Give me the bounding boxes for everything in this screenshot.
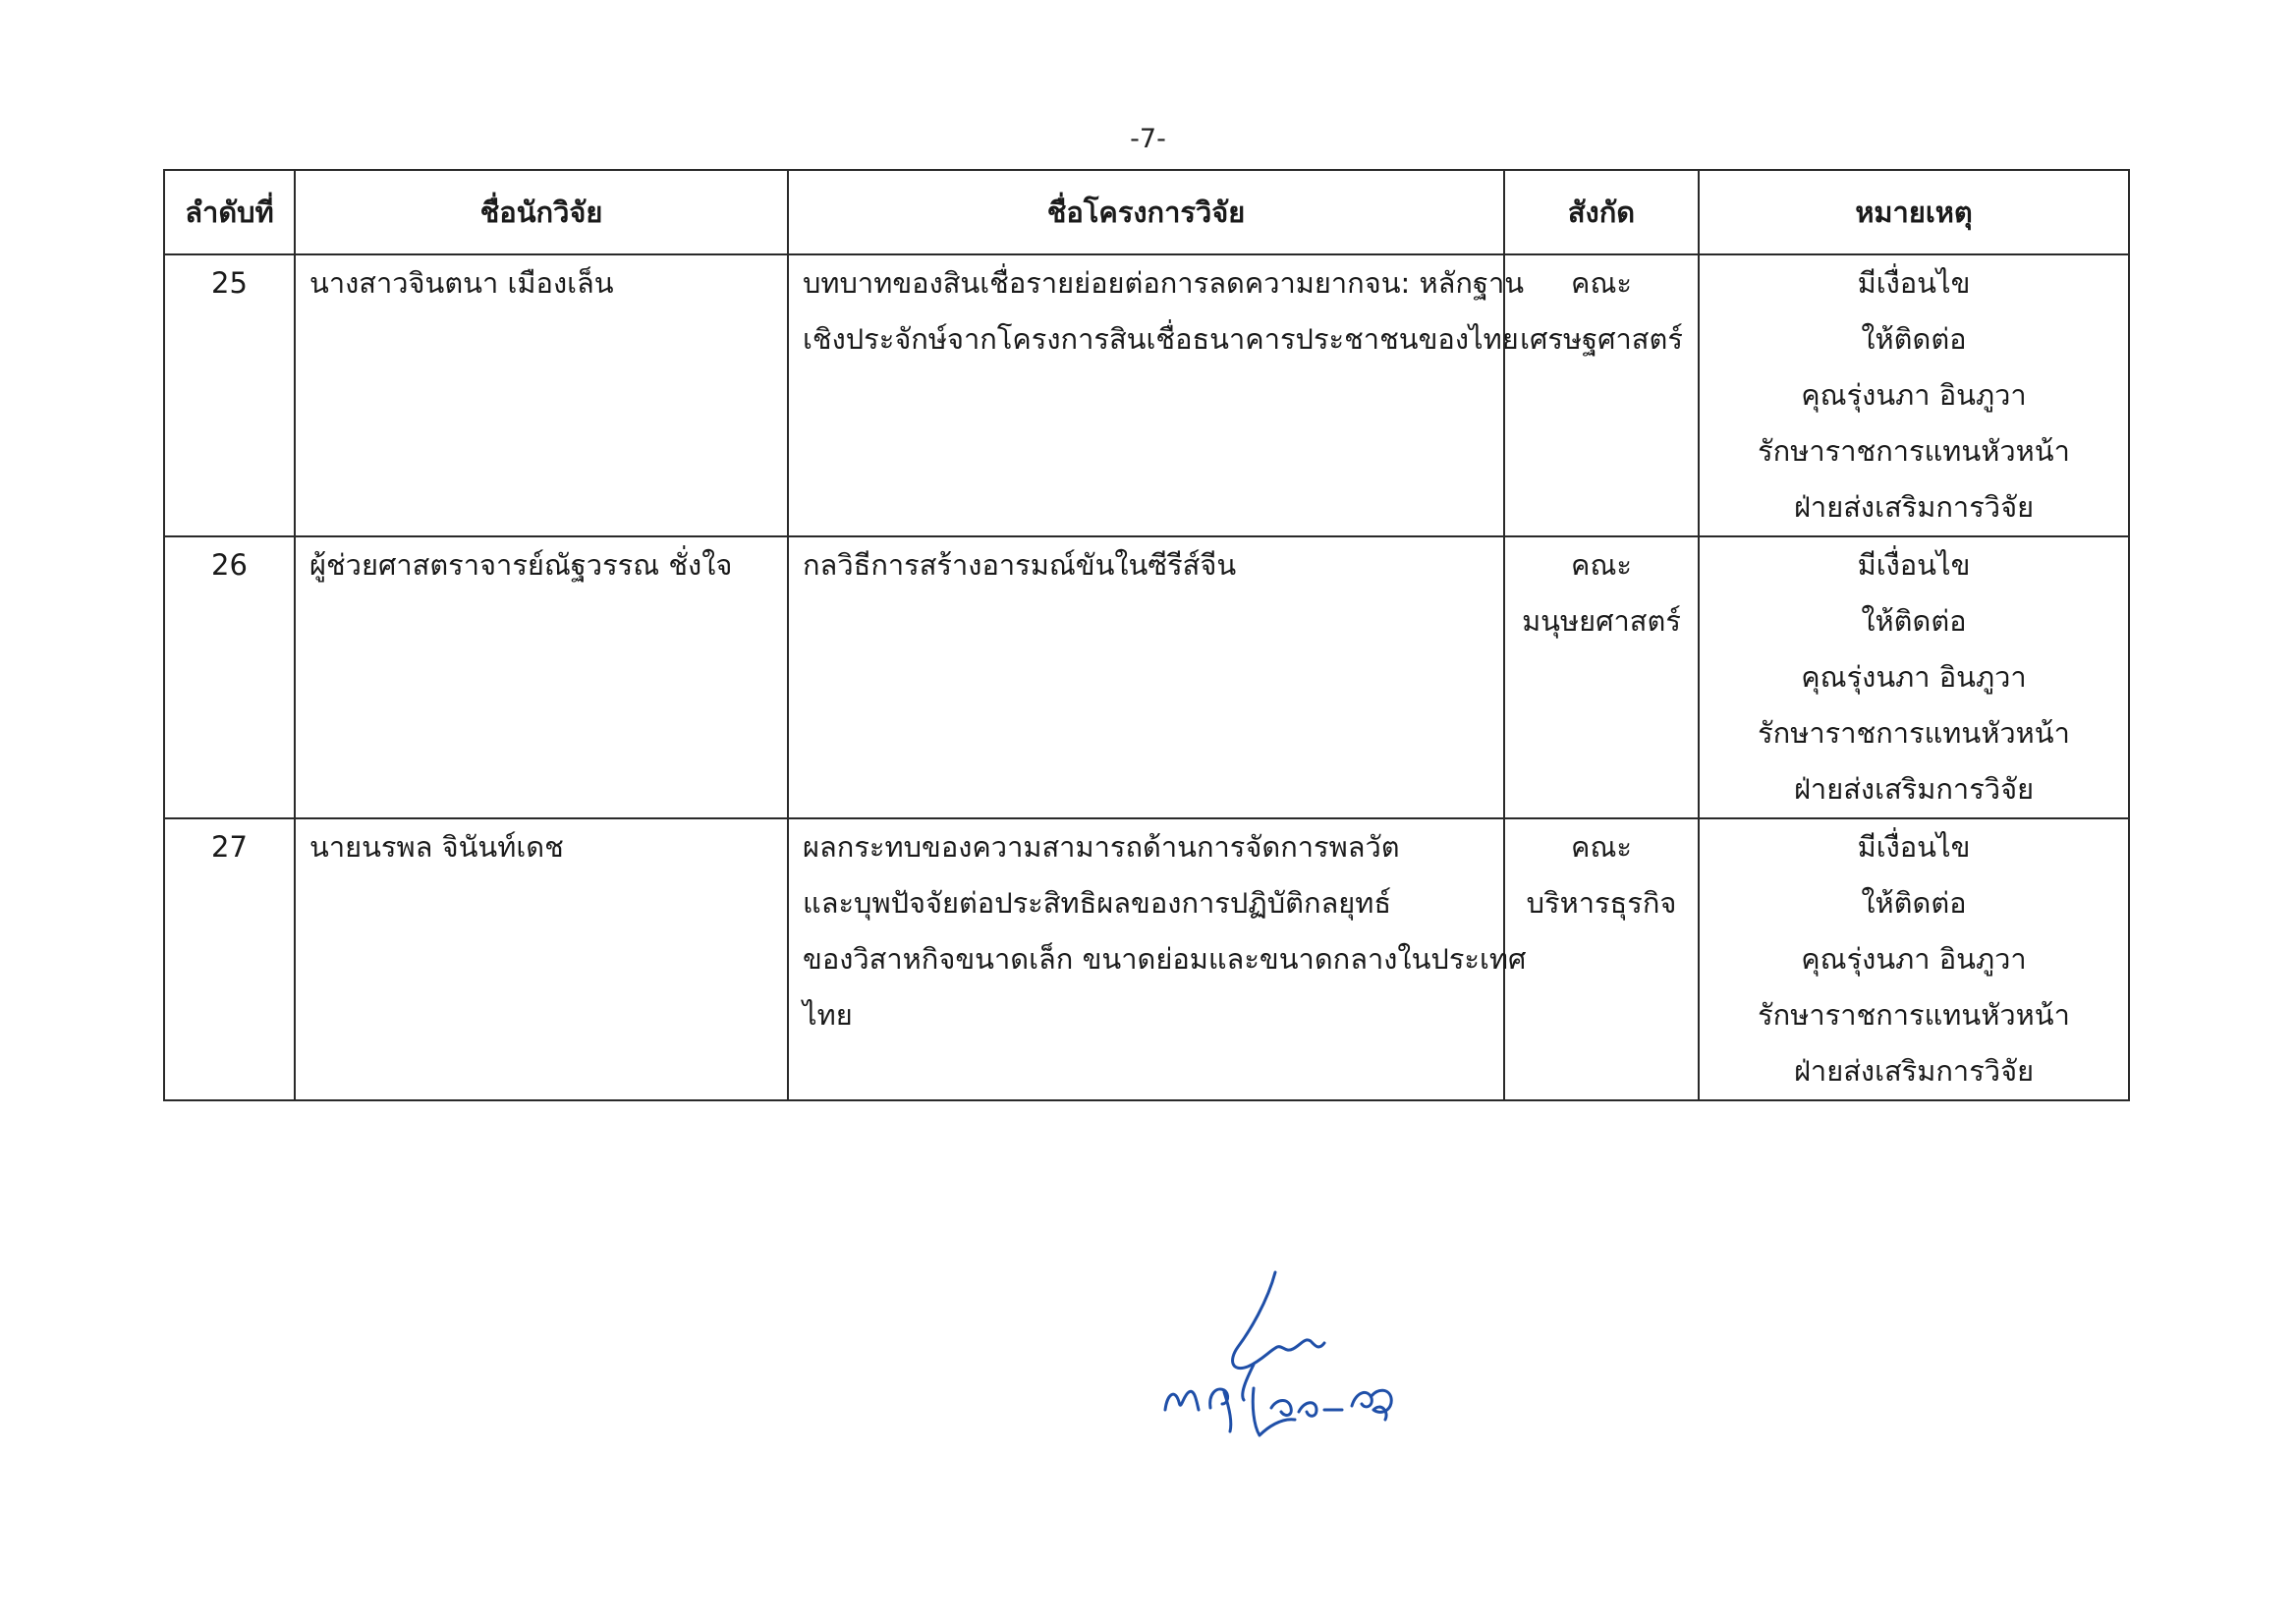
remark-line: รักษาราชการแทนหัวหน้า (1758, 434, 2070, 468)
remarks-cell (1699, 536, 2129, 818)
table-header-row (164, 170, 2129, 254)
researcher-name: นางสาวจินตนา เมืองเล็น (309, 266, 614, 300)
faculty-line: เศรษฐศาสตร์ (1520, 322, 1683, 356)
table-row (164, 536, 2129, 818)
remark-line: ให้ติดต่อ (1861, 604, 1967, 638)
faculty-cell (1504, 254, 1699, 536)
remark-line: คุณรุ่งนภา อินภูวา (1801, 660, 2027, 694)
faculty-cell (1504, 818, 1699, 1100)
remark-line: ฝ่ายส่งเสริมการวิจัย (1793, 490, 2035, 524)
project-line: ของวิสาหกิจขนาดเล็ก ขนาดย่อมและขนาดกลางในประเทศ (803, 942, 1527, 976)
row-number: 25 (211, 266, 248, 300)
remark-line: มีเงื่อนไข (1857, 266, 1971, 300)
remark-line: รักษาราชการแทนหัวหน้า (1758, 998, 2070, 1032)
project-line: ผลกระทบของความสามารถด้านการจัดการพลวัต (803, 830, 1400, 864)
researcher-name: นายนรพล จินันท์เดช (309, 830, 564, 864)
research-table (163, 169, 2130, 1101)
faculty-line: คณะ (1571, 266, 1632, 300)
remarks-cell (1699, 818, 2129, 1100)
remark-line: ฝ่ายส่งเสริมการวิจัย (1793, 1054, 2035, 1088)
project-cell (788, 536, 1504, 818)
faculty-line: คณะ (1571, 548, 1632, 582)
header-researcher: ชื่อนักวิจัย (295, 170, 788, 254)
header-remarks: หมายเหตุ (1699, 170, 2129, 254)
remark-line: คุณรุ่งนภา อินภูวา (1801, 378, 2027, 412)
faculty-cell (1504, 536, 1699, 818)
row-number: 27 (211, 830, 248, 864)
remark-line: ให้ติดต่อ (1861, 886, 1967, 920)
remark-line: คุณรุ่งนภา อินภูวา (1801, 942, 2027, 976)
handwritten-signature (1159, 1262, 1474, 1449)
researcher-cell (295, 536, 788, 818)
row-number: 26 (211, 548, 248, 582)
faculty-line: มนุษยศาสตร์ (1522, 604, 1681, 638)
faculty-line: บริหารธุรกิจ (1526, 886, 1677, 920)
faculty-line: คณะ (1571, 830, 1632, 864)
row-number-cell (164, 254, 295, 536)
row-number-cell (164, 818, 295, 1100)
table-row (164, 254, 2129, 536)
header-project: ชื่อโครงการวิจัย (788, 170, 1504, 254)
project-line: กลวิธีการสร้างอารมณ์ขันในซีรีส์จีน (803, 548, 1237, 582)
header-faculty: สังกัด (1504, 170, 1699, 254)
remark-line: มีเงื่อนไข (1857, 548, 1971, 582)
table-row (164, 818, 2129, 1100)
remark-line: ให้ติดต่อ (1861, 322, 1967, 356)
project-line: เชิงประจักษ์จากโครงการสินเชื่อธนาคารประชาชนของไทย (803, 322, 1519, 356)
project-line: บทบาทของสินเชื่อรายย่อยต่อการลดความยากจน: หลักฐาน (803, 266, 1525, 300)
remark-line: มีเงื่อนไข (1857, 830, 1971, 864)
remark-line: รักษาราชการแทนหัวหน้า (1758, 716, 2070, 750)
researcher-cell (295, 254, 788, 536)
project-line: และบุพปัจจัยต่อประสิทธิผลของการปฏิบัติกลยุทธ์ (803, 886, 1392, 920)
researcher-cell (295, 818, 788, 1100)
row-number-cell (164, 536, 295, 818)
researcher-name: ผู้ช่วยศาสตราจารย์ณัฐวรรณ ชั่งใจ (309, 548, 733, 582)
header-order: ลำดับที่ (164, 170, 295, 254)
project-cell (788, 818, 1527, 1100)
remarks-cell (1699, 254, 2129, 536)
project-line: ไทย (803, 998, 853, 1032)
project-cell (788, 254, 1525, 536)
page-number: -7- (1130, 124, 1166, 154)
remark-line: ฝ่ายส่งเสริมการวิจัย (1793, 772, 2035, 806)
